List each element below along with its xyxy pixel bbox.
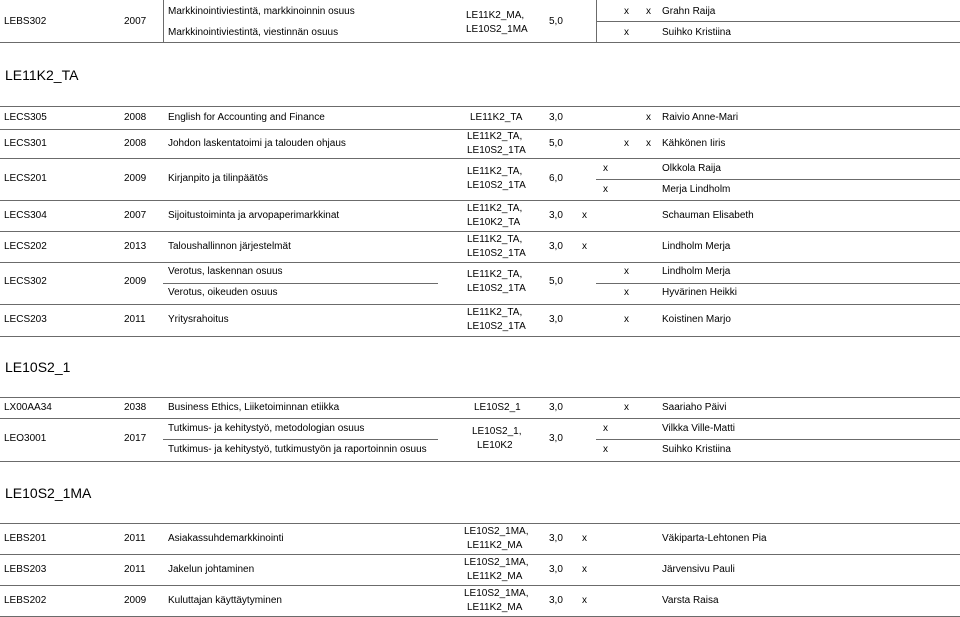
credits: 6,0: [549, 173, 563, 184]
group-list: LE10S2_1,: [472, 426, 522, 437]
course-name: Yritysrahoitus: [168, 314, 229, 325]
group-list: LE10S2_1MA,: [464, 557, 529, 568]
teacher-name: Olkkola Raija: [662, 163, 721, 174]
group-list: LE10S2_1TA: [467, 145, 526, 156]
group-list: LE10S2_1TA: [467, 283, 526, 294]
course-code: LEBS203: [4, 564, 47, 575]
credits: 3,0: [549, 241, 563, 252]
section-title: LE10S2_1: [5, 359, 71, 375]
row-divider: [0, 304, 960, 305]
course-year: 2008: [124, 112, 147, 123]
group-list: LE10S2_1MA: [466, 24, 528, 35]
group-list: LE11K2_TA,: [467, 234, 523, 245]
teacher-name: Varsta Raisa: [662, 595, 719, 606]
teacher-name: Vilkka Ville-Matti: [662, 423, 735, 434]
mark: x: [603, 184, 608, 195]
group-list: LE11K2_TA: [470, 112, 523, 123]
group-list: LE11K2_TA,: [467, 203, 523, 214]
row-divider: [0, 158, 960, 159]
mark: x: [624, 138, 629, 149]
group-list: LE11K2_MA: [467, 571, 523, 582]
row-divider: [0, 106, 960, 107]
group-list: LE11K2_TA,: [467, 269, 523, 280]
mark: x: [624, 314, 629, 325]
mark: x: [624, 402, 629, 413]
course-code: LECS201: [4, 173, 47, 184]
mark: x: [603, 444, 608, 455]
group-list: LE11K2_MA: [467, 540, 523, 551]
group-list: LE10S2_1TA: [467, 248, 526, 259]
credits: 3,0: [549, 533, 563, 544]
course-name: Taloushallinnon järjestelmät: [168, 241, 291, 252]
mark: x: [582, 210, 587, 221]
row-divider: [596, 283, 960, 284]
course-code: LECS202: [4, 241, 47, 252]
mark: x: [624, 266, 629, 277]
teacher-name: Hyvärinen Heikki: [662, 287, 738, 298]
course-name: English for Accounting and Finance: [168, 112, 325, 123]
row-divider: [0, 585, 960, 586]
mark: x: [624, 287, 629, 298]
row-divider: [596, 21, 960, 22]
row-divider: [163, 283, 438, 284]
course-name: Verotus, laskennan osuus: [168, 266, 283, 277]
course-year: 2009: [124, 595, 147, 606]
mark: x: [603, 423, 608, 434]
course-name: Tutkimus- ja kehitystyö, tutkimustyön ja raportoinnin osuus: [168, 444, 427, 455]
teacher-name: Järvensivu Pauli: [662, 564, 735, 575]
group-list: LE10S2_1: [474, 402, 521, 413]
group-list: LE11K2_TA,: [467, 166, 523, 177]
group-list: LE11K2_MA,: [466, 10, 525, 21]
course-code: LECS305: [4, 112, 47, 123]
course-code: LECS301: [4, 138, 47, 149]
teacher-name: Lindholm Merja: [662, 266, 731, 277]
section-title: LE10S2_1MA: [5, 485, 92, 501]
column-divider: [163, 0, 164, 42]
teacher-name: Väkiparta-Lehtonen Pia: [662, 533, 767, 544]
course-year: 2009: [124, 276, 147, 287]
credits: 3,0: [549, 433, 563, 444]
group-list: LE10S2_1MA,: [464, 588, 529, 599]
row-divider: [0, 418, 960, 419]
group-list: LE10K2: [477, 440, 513, 451]
course-name: Markkinointiviestintä, viestinnän osuus: [168, 27, 339, 38]
teacher-name: Koistinen Marjo: [662, 314, 731, 325]
row-divider: [0, 129, 960, 130]
course-name: Johdon laskentatoimi ja talouden ohjaus: [168, 138, 346, 149]
course-name: Markkinointiviestintä, markkinoinnin osuus: [168, 6, 355, 17]
row-divider: [0, 397, 960, 398]
course-year: 2011: [124, 314, 146, 325]
credits: 5,0: [549, 138, 563, 149]
course-code: LECS304: [4, 210, 47, 221]
course-code: LEBS202: [4, 595, 47, 606]
teacher-name: Schauman Elisabeth: [662, 210, 754, 221]
course-name: Business Ethics, Liiketoiminnan etiikka: [168, 402, 340, 413]
course-name: Asiakassuhdemarkkinointi: [168, 533, 284, 544]
mark: x: [646, 112, 651, 123]
credits: 5,0: [549, 276, 563, 287]
group-list: LE11K2_MA: [467, 602, 523, 613]
row-divider: [0, 336, 960, 337]
row-divider: [163, 439, 438, 440]
course-name: Kirjanpito ja tilinpäätös: [168, 173, 269, 184]
row-divider: [0, 554, 960, 555]
course-code: LECS203: [4, 314, 47, 325]
credits: 3,0: [549, 112, 563, 123]
course-year: 2011: [124, 533, 146, 544]
course-year: 2017: [124, 433, 147, 444]
mark: x: [582, 241, 587, 252]
course-code: LEBS302: [4, 16, 47, 27]
mark: x: [582, 564, 587, 575]
course-year: 2009: [124, 173, 147, 184]
section-title: LE11K2_TA: [5, 67, 79, 83]
teacher-name: Kähkönen Iiris: [662, 138, 726, 149]
course-year: 2013: [124, 241, 147, 252]
course-year: 2038: [124, 402, 147, 413]
mark: x: [624, 27, 629, 38]
course-year: 2008: [124, 138, 147, 149]
mark: x: [582, 595, 587, 606]
credits: 3,0: [549, 564, 563, 575]
course-name: Jakelun johtaminen: [168, 564, 255, 575]
teacher-name: Saariaho Päivi: [662, 402, 727, 413]
credits: 3,0: [549, 210, 563, 221]
course-code: LX00AA34: [4, 402, 52, 413]
course-year: 2011: [124, 564, 146, 575]
course-code: LEO3001: [4, 433, 47, 444]
row-divider: [596, 179, 960, 180]
mark: x: [646, 138, 651, 149]
group-list: LE11K2_TA,: [467, 131, 523, 142]
course-name: Kuluttajan käyttäytyminen: [168, 595, 282, 606]
credits: 5,0: [549, 16, 563, 27]
row-divider: [0, 231, 960, 232]
credits: 3,0: [549, 314, 563, 325]
group-list: LE10K2_TA: [467, 217, 521, 228]
teacher-name: Merja Lindholm: [662, 184, 731, 195]
mark: x: [582, 533, 587, 544]
row-divider: [0, 42, 960, 43]
row-divider: [596, 439, 960, 440]
mark: x: [624, 6, 629, 17]
course-code: LEBS201: [4, 533, 47, 544]
row-divider: [0, 461, 960, 462]
row-divider: [0, 262, 960, 263]
group-list: LE10S2_1TA: [467, 321, 526, 332]
course-code: LECS302: [4, 276, 47, 287]
group-list: LE11K2_TA,: [467, 307, 523, 318]
credits: 3,0: [549, 402, 563, 413]
teacher-name: Lindholm Merja: [662, 241, 731, 252]
teacher-name: Raivio Anne-Mari: [662, 112, 739, 123]
course-name: Sijoitustoiminta ja arvopaperimarkkinat: [168, 210, 340, 221]
mark: x: [646, 6, 651, 17]
teacher-name: Suihko Kristiina: [662, 444, 731, 455]
credits: 3,0: [549, 595, 563, 606]
row-divider: [0, 200, 960, 201]
course-name: Tutkimus- ja kehitystyö, metodologian osuus: [168, 423, 365, 434]
row-divider: [0, 523, 960, 524]
group-list: LE10S2_1TA: [467, 180, 526, 191]
group-list: LE10S2_1MA,: [464, 526, 529, 537]
course-name: Verotus, oikeuden osuus: [168, 287, 278, 298]
course-year: 2007: [124, 210, 147, 221]
mark: x: [603, 163, 608, 174]
teacher-name: Grahn Raija: [662, 6, 716, 17]
course-year: 2007: [124, 16, 147, 27]
teacher-name: Suihko Kristiina: [662, 27, 731, 38]
